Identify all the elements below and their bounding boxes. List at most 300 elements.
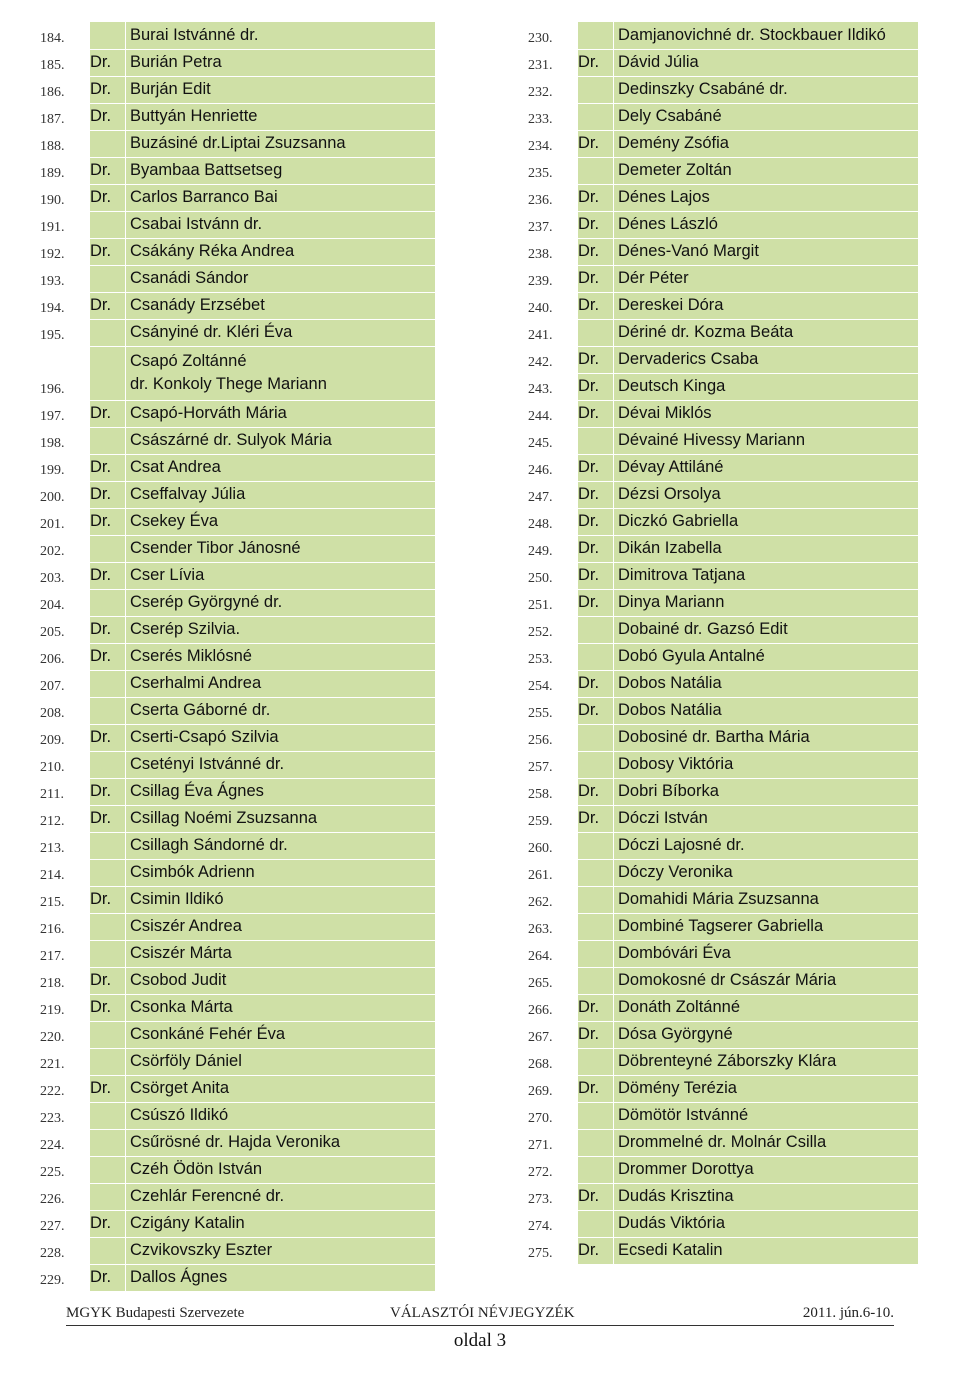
row-number: 210.: [40, 760, 65, 775]
row-number: 202.: [40, 544, 65, 559]
title-prefix: Dr.: [90, 454, 126, 481]
table-row: [30, 562, 435, 589]
row-number: 239.: [528, 274, 553, 289]
voter-name: Dobainé dr. Gazsó Edit: [614, 616, 919, 643]
voter-table-right: [518, 22, 918, 1265]
row-number: 216.: [40, 922, 65, 937]
voter-name: Buzásiné dr.Liptai Zsuzsanna: [126, 130, 436, 157]
row-number: 212.: [40, 814, 65, 829]
title-prefix: [578, 319, 614, 346]
voter-name: Csörföly Dániel: [126, 1048, 436, 1075]
title-prefix: [578, 886, 614, 913]
row-number: 231.: [528, 58, 553, 73]
table-row: [30, 211, 435, 238]
table-row: [30, 1075, 435, 1102]
table-row: [30, 319, 435, 346]
title-prefix: Dr.: [90, 49, 126, 76]
row-number: 199.: [40, 463, 65, 478]
voter-name: Csender Tibor Jánosné: [126, 535, 436, 562]
title-prefix: Dr.: [578, 292, 614, 319]
table-row: [30, 1021, 435, 1048]
row-number: 220.: [40, 1030, 65, 1045]
voter-name: Döbrenteyné Záborszky Klára: [614, 1048, 919, 1075]
row-number: 215.: [40, 895, 65, 910]
voter-name: Drommelné dr. Molnár Csilla: [614, 1129, 919, 1156]
row-number: 221.: [40, 1057, 65, 1072]
table-row: [518, 1048, 918, 1075]
table-row: [30, 400, 435, 427]
voter-name: Demény Zsófia: [614, 130, 919, 157]
voter-name: Czigány Katalin: [126, 1210, 436, 1237]
table-row: [30, 1129, 435, 1156]
table-row: [518, 184, 918, 211]
table-row: [30, 49, 435, 76]
title-prefix: [90, 1183, 126, 1210]
voter-name: Cserés Miklósné: [126, 643, 436, 670]
row-number: 267.: [528, 1030, 553, 1045]
voter-name: Cserhalmi Andrea: [126, 670, 436, 697]
row-number: 193.: [40, 274, 65, 289]
title-prefix: Dr.: [578, 400, 614, 427]
title-prefix: Dr.: [578, 589, 614, 616]
voter-name: Csanády Erzsébet: [126, 292, 436, 319]
table-row: [30, 535, 435, 562]
voter-name: Dobó Gyula Antalné: [614, 643, 919, 670]
voter-name: Burai Istvánné dr.: [126, 22, 436, 49]
voter-name: Dénes László: [614, 211, 919, 238]
table-row: [518, 481, 918, 508]
voter-name: Dobos Natália: [614, 697, 919, 724]
row-number: 205.: [40, 625, 65, 640]
title-prefix: [90, 913, 126, 940]
table-row: [518, 292, 918, 319]
table-row: [30, 589, 435, 616]
table-row: [30, 265, 435, 292]
row-number: 243.: [528, 382, 553, 397]
voter-name: Dóczy Veronika: [614, 859, 919, 886]
row-number: 265.: [528, 976, 553, 991]
voter-name: Dósa Györgyné: [614, 1021, 919, 1048]
title-prefix: [90, 1129, 126, 1156]
voter-name: Dóczi István: [614, 805, 919, 832]
table-row: [30, 427, 435, 454]
voter-name: Buttyán Henriette: [126, 103, 436, 130]
table-row: [518, 940, 918, 967]
title-prefix: [578, 859, 614, 886]
table-row: [30, 1183, 435, 1210]
row-number: 268.: [528, 1057, 553, 1072]
voter-name: Csobod Judit: [126, 967, 436, 994]
table-row: [518, 76, 918, 103]
voter-name: Drommer Dorottya: [614, 1156, 919, 1183]
row-number: 227.: [40, 1219, 65, 1234]
voter-name: Burján Edit: [126, 76, 436, 103]
title-prefix: [90, 1021, 126, 1048]
title-prefix: [90, 535, 126, 562]
table-row: [30, 292, 435, 319]
voter-name: Dénes Lajos: [614, 184, 919, 211]
title-prefix: Dr.: [578, 481, 614, 508]
table-row: [518, 103, 918, 130]
table-row: [518, 643, 918, 670]
row-number: 259.: [528, 814, 553, 829]
voter-name: Dobos Natália: [614, 670, 919, 697]
title-prefix: Dr.: [90, 184, 126, 211]
row-number: 242.: [528, 355, 553, 370]
title-prefix: [578, 940, 614, 967]
voter-name: Ecsedi Katalin: [614, 1237, 919, 1264]
row-number: 219.: [40, 1003, 65, 1018]
voter-name: Carlos Barranco Bai: [126, 184, 436, 211]
table-row: [518, 1075, 918, 1102]
table-row: [518, 886, 918, 913]
voter-name: Dévay Attiláné: [614, 454, 919, 481]
voter-name: Dévai Miklós: [614, 400, 919, 427]
row-number: 248.: [528, 517, 553, 532]
table-row: [518, 211, 918, 238]
title-prefix: [90, 1237, 126, 1264]
voter-name: Csiszér Andrea: [126, 913, 436, 940]
title-prefix: Dr.: [578, 1183, 614, 1210]
table-row: [518, 994, 918, 1021]
title-prefix: Dr.: [578, 1237, 614, 1264]
voter-name: Dedinszky Csabáné dr.: [614, 76, 919, 103]
row-number: 211.: [40, 787, 64, 802]
title-prefix: [90, 1048, 126, 1075]
title-prefix: [578, 1129, 614, 1156]
row-number: 234.: [528, 139, 553, 154]
row-number: 256.: [528, 733, 553, 748]
title-prefix: [90, 697, 126, 724]
row-number: 273.: [528, 1192, 553, 1207]
title-prefix: [90, 346, 126, 400]
table-row: [518, 1021, 918, 1048]
title-prefix: Dr.: [90, 724, 126, 751]
title-prefix: [90, 427, 126, 454]
table-row: [518, 1210, 918, 1237]
title-prefix: Dr.: [90, 400, 126, 427]
row-number: 254.: [528, 679, 553, 694]
title-prefix: [90, 832, 126, 859]
title-prefix: [578, 427, 614, 454]
title-prefix: [578, 724, 614, 751]
table-row: [518, 805, 918, 832]
table-row: [30, 157, 435, 184]
table-row: [30, 967, 435, 994]
voter-name: Császárné dr. Sulyok Mária: [126, 427, 436, 454]
table-row: [518, 670, 918, 697]
row-number: 222.: [40, 1084, 65, 1099]
row-number: 252.: [528, 625, 553, 640]
table-row: [30, 1156, 435, 1183]
title-prefix: [578, 1210, 614, 1237]
page-number: oldal 3: [453, 1330, 507, 1351]
table-row: [518, 616, 918, 643]
title-prefix: Dr.: [578, 697, 614, 724]
voter-name: Dávid Júlia: [614, 49, 919, 76]
title-prefix: [578, 832, 614, 859]
row-number: 270.: [528, 1111, 553, 1126]
table-row: [518, 49, 918, 76]
voter-name: Csabai Istvánn dr.: [126, 211, 436, 238]
footer-date: 2011. jún.6-10.: [802, 1305, 894, 1321]
table-row: [30, 184, 435, 211]
row-number: 272.: [528, 1165, 553, 1180]
title-prefix: Dr.: [90, 967, 126, 994]
row-number: 186.: [40, 85, 65, 100]
table-row: [30, 751, 435, 778]
row-number: 184.: [40, 31, 65, 46]
table-row: [518, 697, 918, 724]
row-number: 209.: [40, 733, 65, 748]
title-prefix: [578, 103, 614, 130]
voter-name: Dézsi Orsolya: [614, 481, 919, 508]
table-row: [30, 76, 435, 103]
row-number: 250.: [528, 571, 553, 586]
row-number: 255.: [528, 706, 553, 721]
row-number: 246.: [528, 463, 553, 478]
row-number: 235.: [528, 166, 553, 181]
row-number: 247.: [528, 490, 553, 505]
row-number: 241.: [528, 328, 553, 343]
voter-name: Diczkó Gabriella: [614, 508, 919, 535]
title-prefix: [578, 967, 614, 994]
row-number: 185.: [40, 58, 65, 73]
table-row: [30, 724, 435, 751]
row-number: 187.: [40, 112, 65, 127]
footer-organization: MGYK Budapesti Szervezete: [66, 1305, 245, 1321]
table-row: [518, 22, 918, 49]
row-number: 218.: [40, 976, 65, 991]
row-number: 226.: [40, 1192, 65, 1207]
voter-name: Csillagh Sándorné dr.: [126, 832, 436, 859]
voter-name: Dobri Bíborka: [614, 778, 919, 805]
title-prefix: Dr.: [578, 562, 614, 589]
voter-name: Csiszér Márta: [126, 940, 436, 967]
table-row: [30, 1210, 435, 1237]
table-row: [518, 508, 918, 535]
row-number: 189.: [40, 166, 65, 181]
table-row: [518, 1237, 918, 1264]
table-row: [518, 589, 918, 616]
table-row: [30, 130, 435, 157]
voter-name: Czvikovszky Eszter: [126, 1237, 436, 1264]
voter-name: Cserta Gáborné dr.: [126, 697, 436, 724]
table-row: [30, 1102, 435, 1129]
title-prefix: Dr.: [578, 130, 614, 157]
voter-name: Dely Csabáné: [614, 103, 919, 130]
voter-name: Csonka Márta: [126, 994, 436, 1021]
row-number: 191.: [40, 220, 65, 235]
title-prefix: Dr.: [90, 643, 126, 670]
title-prefix: Dr.: [90, 76, 126, 103]
row-number: 200.: [40, 490, 65, 505]
voter-name: Dömötör Istvánné: [614, 1102, 919, 1129]
table-row: [30, 778, 435, 805]
row-number: 240.: [528, 301, 553, 316]
title-prefix: [90, 211, 126, 238]
voter-name: Dériné dr. Kozma Beáta: [614, 319, 919, 346]
voter-name: Dervaderics Csaba: [614, 346, 919, 373]
title-prefix: [90, 130, 126, 157]
voter-name: Dömény Terézia: [614, 1075, 919, 1102]
table-row: [518, 832, 918, 859]
title-prefix: [578, 751, 614, 778]
table-row: [518, 427, 918, 454]
row-number: 253.: [528, 652, 553, 667]
voter-name: Dóczi Lajosné dr.: [614, 832, 919, 859]
table-row: [518, 373, 918, 400]
title-prefix: [90, 1156, 126, 1183]
voter-name: Csörget Anita: [126, 1075, 436, 1102]
title-prefix: [90, 1102, 126, 1129]
title-prefix: [90, 670, 126, 697]
voter-name: Czehlár Ferencné dr.: [126, 1183, 436, 1210]
title-prefix: Dr.: [578, 778, 614, 805]
voter-name: Csimin Ildikó: [126, 886, 436, 913]
voter-name: Dudás Viktória: [614, 1210, 919, 1237]
row-number: 260.: [528, 841, 553, 856]
table-row: [30, 994, 435, 1021]
title-prefix: Dr.: [90, 1075, 126, 1102]
title-prefix: [578, 643, 614, 670]
row-number: 245.: [528, 436, 553, 451]
row-number: 207.: [40, 679, 65, 694]
row-number: 201.: [40, 517, 65, 532]
table-row: [518, 1156, 918, 1183]
voter-name: Cserép Györgyné dr.: [126, 589, 436, 616]
voter-name: Dobosiné dr. Bartha Mária: [614, 724, 919, 751]
title-prefix: Dr.: [578, 535, 614, 562]
row-number: 244.: [528, 409, 553, 424]
row-number: 263.: [528, 922, 553, 937]
table-row: [518, 535, 918, 562]
voter-table-left: [30, 22, 435, 1292]
row-number: 224.: [40, 1138, 65, 1153]
title-prefix: Dr.: [578, 184, 614, 211]
table-row: [518, 1183, 918, 1210]
voter-name: Csanádi Sándor: [126, 265, 436, 292]
title-prefix: Dr.: [90, 886, 126, 913]
table-row: [518, 859, 918, 886]
row-number: 232.: [528, 85, 553, 100]
row-number: 236.: [528, 193, 553, 208]
table-row: [30, 22, 435, 49]
row-number: 223.: [40, 1111, 65, 1126]
table-row: [30, 913, 435, 940]
voter-name: Byambaa Battsetseg: [126, 157, 436, 184]
voter-name: Dévainé Hivessy Mariann: [614, 427, 919, 454]
table-row: [30, 886, 435, 913]
title-prefix: Dr.: [90, 1264, 126, 1291]
table-row: [518, 454, 918, 481]
title-prefix: Dr.: [90, 562, 126, 589]
row-number: 228.: [40, 1246, 65, 1261]
row-number: 238.: [528, 247, 553, 262]
row-number: 258.: [528, 787, 553, 802]
table-row: [30, 616, 435, 643]
table-row: [30, 697, 435, 724]
title-prefix: Dr.: [578, 994, 614, 1021]
title-prefix: [90, 859, 126, 886]
row-number: 264.: [528, 949, 553, 964]
row-number: 192.: [40, 247, 65, 262]
row-number: 262.: [528, 895, 553, 910]
row-number: 213.: [40, 841, 65, 856]
table-row: [518, 1129, 918, 1156]
row-number: 274.: [528, 1219, 553, 1234]
voter-list-right-column: [518, 22, 918, 1265]
row-number: 225.: [40, 1165, 65, 1180]
table-row: [30, 940, 435, 967]
table-row: [518, 346, 918, 373]
voter-name: Donáth Zoltánné: [614, 994, 919, 1021]
voter-name: Czéh Ödön István: [126, 1156, 436, 1183]
title-prefix: [578, 616, 614, 643]
table-row: [30, 643, 435, 670]
table-row: [30, 1048, 435, 1075]
title-prefix: Dr.: [578, 454, 614, 481]
voter-name: Cserti-Csapó Szilvia: [126, 724, 436, 751]
table-row: [30, 238, 435, 265]
row-number: 203.: [40, 571, 65, 586]
voter-name: Csapó Zoltánné dr. Konkoly Thege Mariann: [126, 346, 436, 400]
voter-name: Dimitrova Tatjana: [614, 562, 919, 589]
title-prefix: [90, 940, 126, 967]
row-number: 190.: [40, 193, 65, 208]
table-row: [518, 238, 918, 265]
title-prefix: Dr.: [578, 373, 614, 400]
title-prefix: Dr.: [578, 211, 614, 238]
title-prefix: Dr.: [90, 1210, 126, 1237]
voter-name: Csapó-Horváth Mária: [126, 400, 436, 427]
row-number: 271.: [528, 1138, 553, 1153]
title-prefix: [578, 1048, 614, 1075]
voter-name: Csetényi Istvánné dr.: [126, 751, 436, 778]
title-prefix: Dr.: [578, 238, 614, 265]
title-prefix: Dr.: [90, 481, 126, 508]
title-prefix: Dr.: [578, 265, 614, 292]
row-number: 251.: [528, 598, 553, 613]
row-number: 208.: [40, 706, 65, 721]
voter-name: Dereskei Dóra: [614, 292, 919, 319]
table-row: [30, 103, 435, 130]
table-row: [30, 508, 435, 535]
row-number: 206.: [40, 652, 65, 667]
voter-name: Csúszó Ildikó: [126, 1102, 436, 1129]
footer-document-title: VÁLASZTÓI NÉVJEGYZÉK: [390, 1305, 575, 1321]
title-prefix: Dr.: [90, 103, 126, 130]
row-number: 230.: [528, 31, 553, 46]
table-row: [30, 832, 435, 859]
voter-name: Dobosy Viktória: [614, 751, 919, 778]
table-row: [30, 1237, 435, 1264]
table-row: [518, 967, 918, 994]
title-prefix: Dr.: [578, 49, 614, 76]
title-prefix: [578, 22, 614, 49]
table-row: [518, 265, 918, 292]
title-prefix: [578, 1156, 614, 1183]
title-prefix: Dr.: [90, 238, 126, 265]
voter-name: Csillag Noémi Zsuzsanna: [126, 805, 436, 832]
title-prefix: Dr.: [578, 508, 614, 535]
voter-name: Domahidi Mária Zsuzsanna: [614, 886, 919, 913]
voter-name: Csekey Éva: [126, 508, 436, 535]
voter-name: Csányiné dr. Kléri Éva: [126, 319, 436, 346]
voter-name: Cseffalvay Júlia: [126, 481, 436, 508]
title-prefix: Dr.: [90, 508, 126, 535]
voter-name: Cser Lívia: [126, 562, 436, 589]
